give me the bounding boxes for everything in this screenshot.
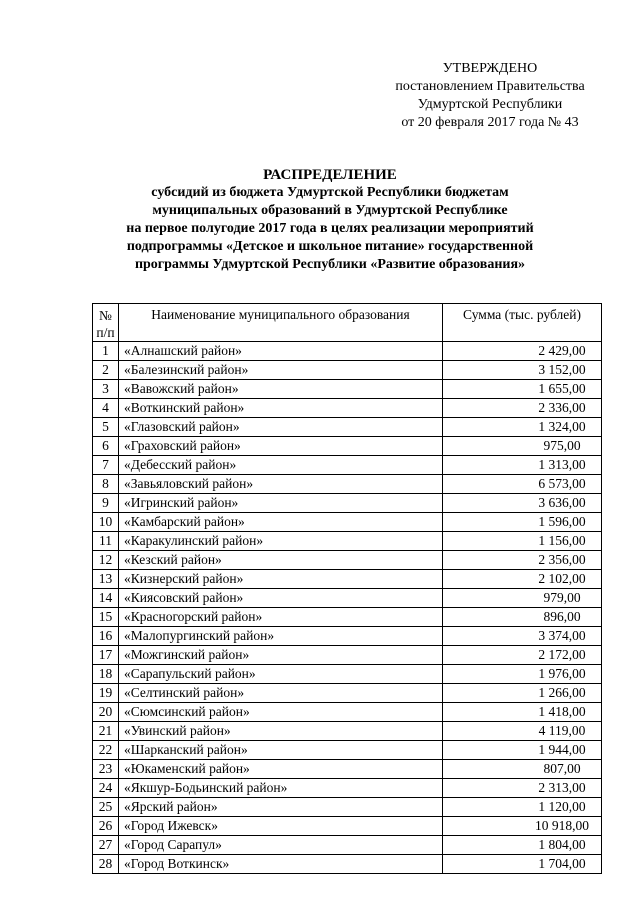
table-row (93, 798, 602, 817)
row-name: «Сарапульский район» (119, 665, 443, 684)
row-sum: 3 636,00 (443, 494, 602, 513)
table-row (93, 551, 602, 570)
row-number: 3 (93, 380, 119, 399)
row-number: 26 (93, 817, 119, 836)
table-row (93, 589, 602, 608)
row-sum: 1 418,00 (443, 703, 602, 722)
row-sum: 807,00 (443, 760, 602, 779)
header-name: Наименование муниципального образования (119, 304, 443, 342)
row-number: 15 (93, 608, 119, 627)
table-row (93, 399, 602, 418)
row-name: «Глазовский район» (119, 418, 443, 437)
row-number: 18 (93, 665, 119, 684)
table-header-row (93, 304, 602, 342)
row-name: «Камбарский район» (119, 513, 443, 532)
approval-authority: Удмуртской Республики (417, 97, 563, 112)
row-number: 8 (93, 475, 119, 494)
header-sum: Сумма (тыс. рублей) (443, 304, 602, 342)
row-number: 4 (93, 399, 119, 418)
table-row (93, 627, 602, 646)
table-row (93, 836, 602, 855)
row-name: «Алнашский район» (119, 342, 443, 361)
row-name: «Город Ижевск» (119, 817, 443, 836)
row-name: «Вавожский район» (119, 380, 443, 399)
table-row (93, 475, 602, 494)
row-name: «Можгинский район» (119, 646, 443, 665)
row-number: 12 (93, 551, 119, 570)
table-row (93, 570, 602, 589)
document-subtitle-line: субсидий из бюджета Удмуртской Республики бюджетам (151, 185, 509, 200)
table-row (93, 342, 602, 361)
row-name: «Город Сарапул» (119, 836, 443, 855)
row-sum: 975,00 (443, 437, 602, 456)
row-name: «Город Воткинск» (119, 855, 443, 874)
row-number: 16 (93, 627, 119, 646)
row-sum: 2 172,00 (443, 646, 602, 665)
row-number: 22 (93, 741, 119, 760)
row-name: «Малопургинский район» (119, 627, 443, 646)
row-number: 9 (93, 494, 119, 513)
row-sum: 2 429,00 (443, 342, 602, 361)
document-subtitle-line: подпрограммы «Детское и школьное питание» государственной (126, 239, 534, 254)
row-sum: 1 804,00 (443, 836, 602, 855)
row-sum: 2 313,00 (443, 779, 602, 798)
row-sum: 1 944,00 (443, 741, 602, 760)
table-row (93, 361, 602, 380)
row-name: «Юкаменский район» (119, 760, 443, 779)
row-name: «Игринский район» (119, 494, 443, 513)
table-row (93, 437, 602, 456)
row-number: 7 (93, 456, 119, 475)
row-name: «Шарканский район» (119, 741, 443, 760)
approval-label: УТВЕРЖДЕНО (442, 61, 538, 76)
row-sum: 3 374,00 (443, 627, 602, 646)
table-row (93, 665, 602, 684)
row-sum: 10 918,00 (443, 817, 602, 836)
table-row (93, 741, 602, 760)
table-row (93, 779, 602, 798)
table-body (93, 342, 602, 874)
row-sum: 2 102,00 (443, 570, 602, 589)
row-name: «Кизнерский район» (119, 570, 443, 589)
row-name: «Граховский район» (119, 437, 443, 456)
header-number (93, 304, 119, 342)
row-name: «Воткинский район» (119, 399, 443, 418)
table-row (93, 456, 602, 475)
row-sum: 1 704,00 (443, 855, 602, 874)
table-row (93, 684, 602, 703)
header-number-line1: № (99, 308, 112, 323)
row-sum: 1 156,00 (443, 532, 602, 551)
row-number: 25 (93, 798, 119, 817)
document-title: РАСПРЕДЕЛЕНИЕ (263, 167, 397, 183)
row-number: 2 (93, 361, 119, 380)
table-row (93, 494, 602, 513)
table-row (93, 380, 602, 399)
row-sum: 896,00 (443, 608, 602, 627)
row-sum: 1 655,00 (443, 380, 602, 399)
row-number: 27 (93, 836, 119, 855)
row-sum: 979,00 (443, 589, 602, 608)
table-row (93, 646, 602, 665)
row-sum: 2 356,00 (443, 551, 602, 570)
row-sum: 1 324,00 (443, 418, 602, 437)
row-sum: 1 976,00 (443, 665, 602, 684)
row-number: 6 (93, 437, 119, 456)
table-row (93, 608, 602, 627)
row-number: 1 (93, 342, 119, 361)
distribution-table (92, 303, 602, 874)
row-name: «Увинский район» (119, 722, 443, 741)
document-heading (60, 166, 600, 274)
row-sum: 1 120,00 (443, 798, 602, 817)
row-sum: 4 119,00 (443, 722, 602, 741)
row-sum: 1 313,00 (443, 456, 602, 475)
document-subtitle-line: муниципальных образований в Удмуртской Республике (152, 203, 508, 218)
row-name: «Дебесский район» (119, 456, 443, 475)
row-sum: 2 336,00 (443, 399, 602, 418)
row-number: 21 (93, 722, 119, 741)
row-name: «Красногорский район» (119, 608, 443, 627)
row-name: «Каракулинский район» (119, 532, 443, 551)
row-name: «Киясовский район» (119, 589, 443, 608)
row-sum: 1 596,00 (443, 513, 602, 532)
row-sum: 3 152,00 (443, 361, 602, 380)
row-name: «Ярский район» (119, 798, 443, 817)
row-number: 28 (93, 855, 119, 874)
row-number: 13 (93, 570, 119, 589)
row-name: «Сюмсинский район» (119, 703, 443, 722)
table-row (93, 855, 602, 874)
row-number: 19 (93, 684, 119, 703)
row-number: 23 (93, 760, 119, 779)
table-row (93, 513, 602, 532)
row-name: «Балезинский район» (119, 361, 443, 380)
row-number: 17 (93, 646, 119, 665)
table-row (93, 722, 602, 741)
row-sum: 1 266,00 (443, 684, 602, 703)
table-row (93, 418, 602, 437)
row-number: 20 (93, 703, 119, 722)
header-number-line2: п/п (96, 325, 115, 340)
row-name: «Селтинский район» (119, 684, 443, 703)
row-name: «Якшур-Бодьинский район» (119, 779, 443, 798)
approval-decree: постановлением Правительства (395, 79, 585, 94)
approval-block (360, 60, 620, 132)
row-number: 14 (93, 589, 119, 608)
row-number: 11 (93, 532, 119, 551)
row-name: «Завьяловский район» (119, 475, 443, 494)
row-name: «Кезский район» (119, 551, 443, 570)
table-row (93, 817, 602, 836)
row-number: 10 (93, 513, 119, 532)
table-row (93, 703, 602, 722)
table-row (93, 760, 602, 779)
row-sum: 6 573,00 (443, 475, 602, 494)
table-row (93, 532, 602, 551)
row-number: 5 (93, 418, 119, 437)
row-number: 24 (93, 779, 119, 798)
document-subtitle-line: на первое полугодие 2017 года в целях реализации мероприятий (126, 221, 534, 236)
approval-date: от 20 февраля 2017 года № 43 (401, 115, 579, 130)
document-subtitle-line: программы Удмуртской Республики «Развитие образования» (134, 257, 526, 272)
